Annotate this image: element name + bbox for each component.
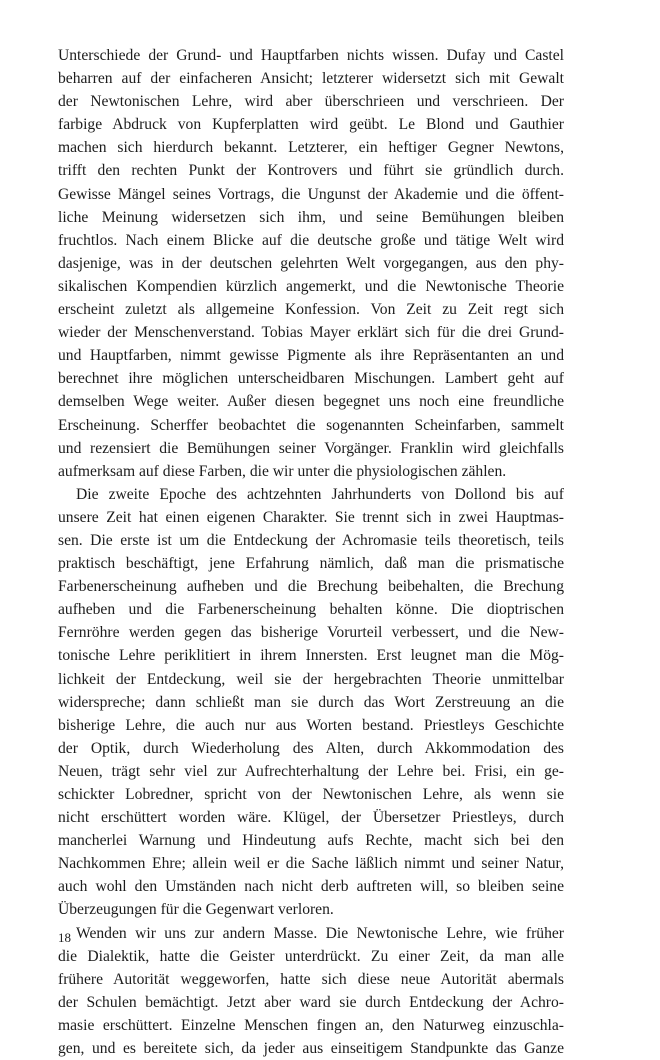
text-line: gen, und es bereitete sich, da jeder aus einseitigem Standpunkte das Ganze bbox=[58, 1040, 564, 1058]
text-line: sen. Die erste ist um die Entdeckung der Achromasie teils theoretisch, teils bbox=[58, 531, 564, 549]
text-line: schickter Lobredner, spricht von der Newtonischen Lehre, als wenn sie bbox=[58, 786, 564, 803]
text-line: praktisch beschäftigt, jene Erfahrung nämlich, daß man die prismatische bbox=[58, 555, 564, 573]
text-line: der Optik, durch Wiederholung des Alten, durch Akkommodation des bbox=[58, 739, 564, 757]
text-line: und rezensiert die Bemühungen seiner Vorgänger. Franklin wird gleichfalls bbox=[58, 439, 564, 457]
paragraph-1 bbox=[58, 44, 564, 483]
text-line: fruchtlos. Nach einem Blicke auf die deutsche große und tätige Welt wird bbox=[58, 231, 564, 249]
text-line: mancherlei Warnung und Hindeutung aufs Rechte, macht sich bei den bbox=[58, 832, 564, 850]
text-line: Wenden wir uns zur andern Masse. Die Newtonische Lehre, wie früher bbox=[76, 924, 564, 942]
text-line: der Schulen bemächtigt. Jetzt aber ward sie durch Entdeckung der Achro- bbox=[58, 993, 564, 1011]
text-line: Unterschiede der Grund- und Hauptfarben nichts wissen. Dufay und Castel bbox=[58, 47, 564, 64]
text-line: Gewisse Mängel seines Vortrags, die Ungunst der Akademie und die öffent- bbox=[58, 185, 564, 203]
text-line: masie erschüttert. Einzelne Menschen fingen an, den Naturweg einzuschla- bbox=[58, 1016, 564, 1034]
text-line: Fernröhre werden gegen das bisherige Vorurteil verbessert, und die New- bbox=[58, 624, 564, 642]
text-line: wieder der Menschenverstand. Tobias Mayer erklärt sich für die drei Grund- bbox=[58, 324, 564, 342]
text-line: nicht erschüttert worden wäre. Klügel, der Übersetzer Priestleys, durch bbox=[58, 809, 564, 827]
text-line: Erscheinung. Scherffer beobachtet die sogenannten Scheinfarben, sammelt bbox=[58, 416, 564, 434]
text-line: auch wohl den Umständen nach nicht derb auftreten will, so bleiben seine bbox=[58, 878, 564, 896]
text-line: unsere Zeit hat einen eigenen Charakter. Sie trennt sich in zwei Hauptmas- bbox=[58, 508, 564, 526]
text-line: Nachkommen Ehre; allein weil er die Sache läßlich nimmt und seiner Natur, bbox=[58, 855, 564, 873]
text-line: liche Meinung widersetzen sich ihm, und seine Bemühungen bleiben bbox=[58, 208, 564, 226]
text-line: machen sich hierdurch bekannt. Letzterer, ein heftiger Gegner Newtons, bbox=[58, 139, 564, 157]
text-line: trifft den rechten Punkt der Kontrovers und führt sie gründlich durch. bbox=[58, 162, 564, 180]
text-line: frühere Autorität weggeworfen, hatte sich diese neue Autorität abermals bbox=[58, 970, 564, 988]
text-line: Überzeugungen für die Gegenwart verloren. bbox=[58, 901, 334, 919]
text-line: aufheben und die Farbenerscheinung behalten könne. Die dioptrischen bbox=[58, 601, 564, 619]
text-line: widerspreche; dann schließt man sie durch das Wort Zerstreuung an die bbox=[58, 693, 564, 711]
text-line: farbige Abdruck von Kupferplatten wird geübt. Le Blond und Gauthier bbox=[58, 116, 564, 134]
text-line: Die zweite Epoche des achtzehnten Jahrhunderts von Dollond bis auf bbox=[76, 485, 564, 503]
text-line: berechnet ihre möglichen unterscheidbaren Mischungen. Lambert geht auf bbox=[58, 370, 564, 388]
text-line: Farbenerscheinung aufheben und die Brechung beibehalten, die Brechung bbox=[58, 578, 564, 596]
text-line: tonische Lehre periklitiert in ihrem Innersten. Erst leugnet man die Mög- bbox=[58, 647, 564, 665]
text-line: demselben Wege weiter. Außer diesen begegnet uns noch eine freundliche bbox=[58, 393, 564, 411]
text-line: die Dialektik, hatte die Geister unterdrückt. Zu einer Zeit, da man alle bbox=[58, 947, 564, 965]
text-line: lichkeit der Entdeckung, weil sie der hergebrachten Theorie unmittelbar bbox=[58, 670, 564, 688]
text-line: erscheint zuletzt als allgemeine Konfession. Von Zeit zu Zeit regt sich bbox=[58, 301, 564, 319]
text-line: und Hauptfarben, nimmt gewisse Pigmente als ihre Repräsentanten an und bbox=[58, 347, 564, 365]
paragraph-2 bbox=[58, 483, 564, 922]
page-number: 18 bbox=[58, 930, 71, 945]
paragraph-3 bbox=[58, 922, 564, 1060]
text-line: beharren auf der einfacheren Ansicht; letzterer widersetzt sich mit Gewalt bbox=[58, 70, 564, 88]
text-line: bisherige Lehre, die auch nur aus Worten bestand. Priestleys Geschichte bbox=[58, 716, 564, 734]
text-line: der Newtonischen Lehre, wird aber überschrieen und verschrieen. Der bbox=[58, 93, 564, 111]
text-line: Neuen, trägt sehr viel zur Aufrechterhaltung der Lehre bei. Frisi, ein ge- bbox=[58, 762, 564, 780]
text-line: sikalischen Kompendien kürzlich angemerkt, und die Newtonische Theorie bbox=[58, 277, 564, 295]
text-line: aufmerksam auf diese Farben, die wir unter die physiologischen zählen. bbox=[58, 462, 507, 480]
text-line: dasjenige, was in der deutschen gelehrten Welt vorgegangen, aus den phy- bbox=[58, 254, 564, 272]
page-body bbox=[58, 44, 564, 1060]
